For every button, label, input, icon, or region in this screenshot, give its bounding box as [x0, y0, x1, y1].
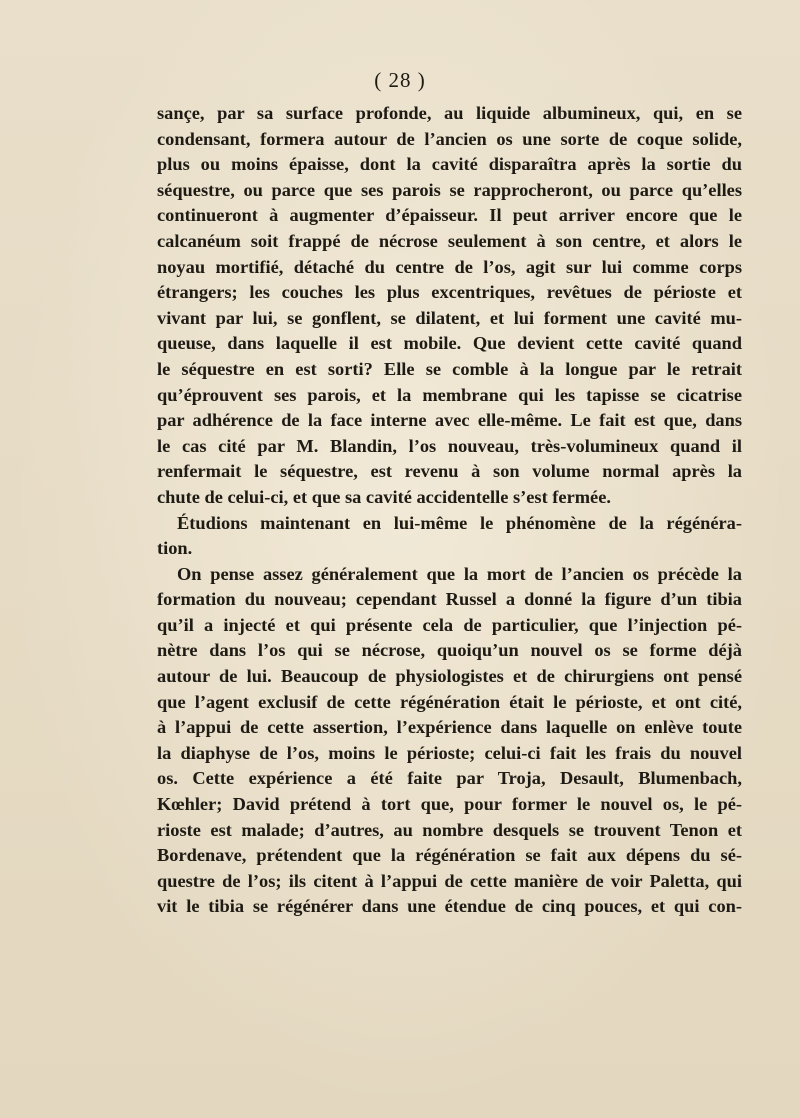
- text-line: chute de celui-ci, et que sa cavité accidentelle s’est fermée.: [157, 486, 611, 507]
- text-line: calcanéum soit frappé de nécrose seulement à son centre, et alors le: [157, 230, 742, 251]
- text-line: qu’éprouvent ses parois, et la membrane qui les tapisse se cicatrise: [157, 384, 742, 405]
- text-line: continueront à augmenter d’épaisseur. Il peut arriver encore que le: [157, 205, 742, 226]
- body-text: [157, 101, 742, 920]
- text-line: plus ou moins épaisse, dont la cavité disparaîtra après la sortie du: [157, 154, 742, 175]
- page-number: ( 28 ): [374, 68, 426, 92]
- text-line: la diaphyse de l’os, moins le périoste; celui-ci fait les frais du nouvel: [157, 742, 742, 763]
- text-line: queuse, dans laquelle il est mobile. Que devient cette cavité quand: [157, 333, 742, 354]
- text-line: condensant, formera autour de l’ancien os une sorte de coque solide,: [157, 128, 742, 149]
- text-line: Étudions maintenant en lui-même le phénomène de la régénéra-: [177, 512, 742, 533]
- text-line: On pense assez généralement que la mort de l’ancien os précède la: [177, 563, 742, 584]
- text-line: nètre dans l’os qui se nécrose, quoiqu’un nouvel os se forme déjà: [157, 640, 742, 661]
- text-line: renfermait le séquestre, est revenu à son volume normal après la: [157, 461, 742, 482]
- text-line: autour de lui. Beaucoup de physiologistes et de chirurgiens ont pensé: [157, 666, 742, 687]
- text-line: vivant par lui, se gonflent, se dilatent, et lui forment une cavité mu-: [157, 307, 742, 328]
- text-line: questre de l’os; ils citent à l’appui de cette manière de voir Paletta, qui: [157, 870, 742, 891]
- text-line: que l’agent exclusif de cette régénération était le périoste, et ont cité,: [157, 691, 742, 712]
- text-line: Kœhler; David prétend à tort que, pour former le nouvel os, le pé-: [157, 794, 742, 815]
- text-line: étrangers; les couches les plus excentriques, revêtues de périoste et: [157, 282, 742, 303]
- text-line: par adhérence de la face interne avec elle-même. Le fait est que, dans: [157, 410, 742, 431]
- text-line: Bordenave, prétendent que la régénération se fait aux dépens du sé-: [157, 845, 742, 866]
- text-line: sançe, par sa surface profonde, au liquide albumineux, qui, en se: [157, 103, 742, 123]
- text-line: rioste est malade; d’autres, au nombre desquels se trouvent Tenon et: [157, 819, 742, 840]
- text-line: à l’appui de cette assertion, l’expérience dans laquelle on enlève toute: [157, 717, 742, 738]
- text-line: qu’il a injecté et qui présente cela de particulier, que l’injection pé-: [157, 614, 742, 635]
- text-line: tion.: [157, 538, 193, 559]
- text-line: séquestre, ou parce que ses parois se rapprocheront, ou parce qu’elles: [157, 179, 742, 200]
- text-line: vit le tibia se régénérer dans une étendue de cinq pouces, et qui con-: [157, 896, 742, 917]
- text-line: le séquestre en est sorti? Elle se comble à la longue par le retrait: [157, 358, 742, 379]
- text-line: formation du nouveau; cependant Russel a donné la figure d’un tibia: [157, 589, 742, 610]
- text-line: noyau mortifié, détaché du centre de l’os, agit sur lui comme corps: [157, 256, 742, 277]
- text-line: os. Cette expérience a été faite par Troja, Desault, Blumenbach,: [157, 768, 742, 789]
- text-line: le cas cité par M. Blandin, l’os nouveau, très-volumineux quand il: [157, 435, 742, 456]
